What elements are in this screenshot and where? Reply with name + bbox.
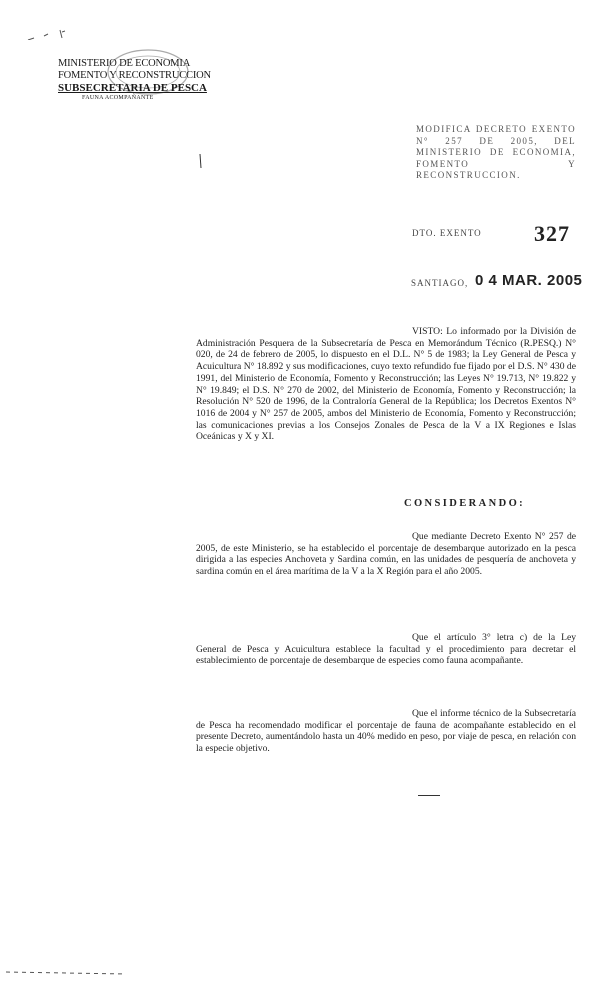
- scan-marks-bottom: [6, 968, 126, 976]
- visto-paragraph: [196, 326, 576, 443]
- date-stamp: 0 4 MAR. 2005: [475, 272, 583, 289]
- scan-mark: [199, 154, 203, 168]
- considerando-heading: CONSIDERANDO:: [404, 498, 526, 509]
- letterhead-department: FOMENTO Y RECONSTRUCCION: [58, 70, 211, 81]
- visto-text: Lo informado por la División de Administración Pesquera de la Subsecretaría de Pesca en Memorándum Técnico (R.PESQ.) N° 020, de 24 de febrero de 2005, lo dispuesto en el D.L. N° 5 de 1983; la Ley General de Pesca y Acuicultura N° 18.892 y sus modificaciones, cuyo texto refundido fue fijado por el D.S. N° 430 de 1991, del Ministerio de Economía, Fomento y Reconstrucción; las Leyes N° 19.713, N° 19.822 y N° 19.849; el D.S. N° 270 de 2002, del Ministerio de Economía, Fomento y Reconstrucción; la Resolución N° 520 de 1996, de la Contraloría General de la República; los Decretos Exentos N° 1016 de 2004 y N° 257 de 2005, ambos del Ministerio de Economía, Fomento y Reconstrucción; las comunicaciones previas a los Consejos Zonales de Pesca de la V a IX Regiones e Islas Oceánicas y X y XI.: [196, 326, 576, 443]
- considerando-text: General de Pesca y Acuicultura establece la facultad y el procedimiento para decretar el establecimiento de porcentaje de desembarque de especies como fauna acompañante.: [196, 643, 576, 667]
- considerando-text: de 2005, de este Ministerio, se ha establecido el porcentaje de desembarque autorizado en la pesca dirigida a las especies Anchoveta y Sardina común, en las unidades de pesquería de anchoveta y sardina común en el área marítima de la V a la X Región para el año 2005.: [196, 531, 576, 578]
- letterhead-subsecretaria: SUBSECRETARIA DE PESCA: [58, 82, 207, 94]
- considerando-lead: Que el informe técnico de la: [412, 708, 522, 719]
- letterhead: [58, 58, 218, 102]
- considerando-item-3: [196, 708, 576, 755]
- considerando-text: Subsecretaría de Pesca ha recomendado modificar el porcentaje de fauna de acompañante establecido en el presente Decreto, aumentándolo hasta un 40% medido en peso, por viaje de pesca, en relación con la especie objetivo.: [196, 708, 576, 755]
- considerando-item-1: [196, 531, 576, 578]
- letterhead-seal-text: FAUNA ACOMPAÑANTE: [82, 95, 154, 101]
- scan-marks-top: [0, 0, 600, 40]
- considerando-item-2: [196, 632, 576, 667]
- letterhead-ministry: MINISTERIO DE ECONOMIA: [58, 58, 191, 69]
- decree-label: DTO. EXENTO: [412, 228, 482, 238]
- separator-dash: [418, 795, 440, 796]
- considerando-lead: Que el artículo 3° letra c) de la Ley: [412, 632, 576, 643]
- visto-lead: VISTO:: [412, 326, 443, 337]
- decree-number: 327: [534, 221, 570, 246]
- reference-block: MODIFICA DECRETO EXENTO N° 257 DE 2005, DEL MINISTERIO DE ECONOMIA, FOMENTO Y RECONSTRUCCION.: [416, 124, 576, 180]
- place-label: SANTIAGO,: [411, 278, 469, 288]
- considerando-lead: Que mediante Decreto Exento N° 257: [412, 531, 564, 542]
